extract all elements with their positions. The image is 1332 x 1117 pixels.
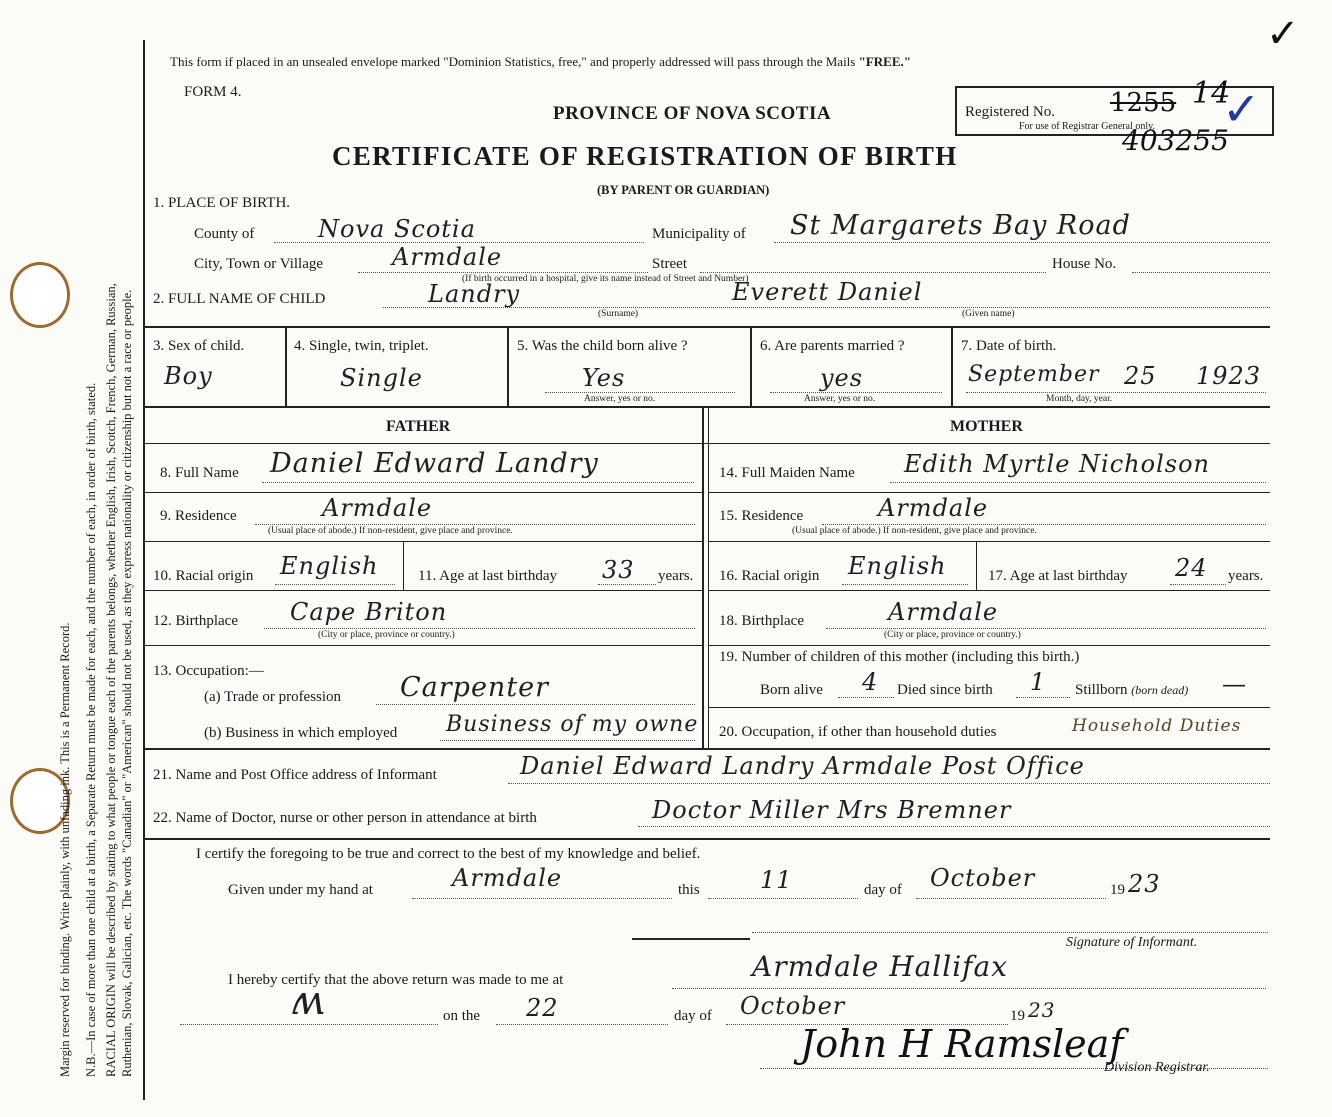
father-years: years. xyxy=(658,568,694,584)
house-number-label: House No. xyxy=(1052,256,1117,272)
registration-number: 403255 xyxy=(1122,124,1229,157)
county-value: Nova Scotia xyxy=(318,215,476,243)
mail-note-text: This form if placed in an unsealed envelope marked "Dominion Statistics, free," and properly addressed will pass through the Mails xyxy=(170,54,859,69)
mother-occupation: Household Duties xyxy=(1072,716,1242,736)
informant-value: Daniel Edward Landry Armdale Post Office xyxy=(520,752,1085,780)
mother-residence-label: 15. Residence xyxy=(719,508,804,524)
registration-day: 22 xyxy=(526,994,559,1022)
father-heading: FATHER xyxy=(386,418,451,435)
given-day: 11 xyxy=(760,866,793,894)
given-place: Armdale xyxy=(452,864,563,892)
stillborn-note: (born dead) xyxy=(1131,683,1189,697)
children-count-label: 19. Number of children of this mother (including this birth.) xyxy=(719,649,1080,665)
born-alive-count: 4 xyxy=(862,668,879,696)
dob-year: 1923 xyxy=(1196,362,1262,390)
mother-abode-note: (Usual place of abode.) If non-resident, give place and province. xyxy=(792,526,1037,536)
father-occupation-label: 13. Occupation:— xyxy=(153,663,264,679)
given-name-note: (Given name) xyxy=(962,309,1015,319)
father-birthplace-label: 12. Birthplace xyxy=(153,613,238,629)
married-note: Answer, yes or no. xyxy=(804,394,876,404)
born-alive-count-label: Born alive xyxy=(760,682,823,698)
doctor-label: 22. Name of Doctor, nurse or other person in attendance at birth xyxy=(153,810,537,826)
business-value: Business of my owne xyxy=(446,712,699,737)
registration-month: October xyxy=(740,992,846,1020)
day-of-label: day of xyxy=(864,882,902,898)
stillborn-label-text: Stillborn xyxy=(1075,682,1128,698)
certify-text: I certify the foregoing to be true and correct to the best of my knowledge and belief. xyxy=(196,846,701,862)
mother-name-label: 14. Full Maiden Name xyxy=(719,465,855,481)
form-left-border xyxy=(143,40,145,1100)
city-label: City, Town or Village xyxy=(194,256,324,272)
mother-years: years. xyxy=(1228,568,1264,584)
province-title: PROVINCE OF NOVA SCOTIA xyxy=(553,103,832,124)
form-number: FORM 4. xyxy=(184,84,242,100)
father-name: Daniel Edward Landry xyxy=(270,448,599,479)
died-since-birth-count: 1 xyxy=(1030,668,1047,696)
father-name-label: 8. Full Name xyxy=(160,465,239,481)
margin-nb-note: N.B.—In case of more than one child at a birth, a Separate Return must be made for each, and the number of each, in order of birth, stated. xyxy=(84,382,98,1077)
mother-occupation-label: 20. Occupation, if other than household duties xyxy=(719,724,997,740)
born-alive-label: 5. Was the child born alive ? xyxy=(517,338,688,354)
given-year-prefix: 19 xyxy=(1110,882,1125,898)
margin-racial-note-1: RACIAL ORIGIN will be described by stating to what people or tongue each of the parents belongs, whether English, Irish, Scotch, French, German, Russian, xyxy=(104,283,118,1077)
certificate-title: CERTIFICATE OF REGISTRATION OF BIRTH xyxy=(332,141,958,171)
municipality-value: St Margarets Bay Road xyxy=(790,210,1131,241)
father-residence: Armdale xyxy=(322,494,433,522)
mother-city-note: (City or place, province or country.) xyxy=(884,630,1021,640)
margin-binding-note: Margin reserved for binding. Write plainly, with unfading ink. This is a Permanent Record. xyxy=(58,622,72,1077)
dob-label: 7. Date of birth. xyxy=(961,338,1057,354)
mother-residence: Armdale xyxy=(878,494,989,522)
father-racial-label: 10. Racial origin xyxy=(153,568,254,584)
mail-note-free: "FREE." xyxy=(858,54,911,69)
mother-age: 24 xyxy=(1175,554,1208,582)
registration-year: 23 xyxy=(1028,998,1056,1022)
dob-day: 25 xyxy=(1124,362,1157,390)
check-mark: ✓ xyxy=(1222,84,1261,135)
this-label: this xyxy=(678,882,700,898)
business-label: (b) Business in which employed xyxy=(204,725,398,741)
mother-racial: English xyxy=(848,552,947,580)
given-month: October xyxy=(930,864,1036,892)
father-age: 33 xyxy=(602,556,635,584)
child-name-label: 2. FULL NAME OF CHILD xyxy=(153,291,326,307)
registered-label: Registered No. xyxy=(965,104,1055,120)
place-of-birth-label: 1. PLACE OF BIRTH. xyxy=(153,195,291,211)
sex-value: Boy xyxy=(164,362,213,390)
registrar-note: For use of Registrar General only. xyxy=(1019,121,1155,132)
father-residence-label: 9. Residence xyxy=(160,508,237,524)
initials-mark: ʍ xyxy=(290,978,326,1024)
corner-check-mark: ✓ xyxy=(1266,11,1300,56)
married-value: yes xyxy=(820,364,864,392)
born-alive-value: Yes xyxy=(582,364,626,392)
stillborn-label xyxy=(1075,682,1188,699)
hereby-certify-text: I hereby certify that the above return was made to me at xyxy=(228,972,564,988)
given-under-label: Given under my hand at xyxy=(228,882,373,898)
father-racial: English xyxy=(280,552,379,580)
mother-age-label: 17. Age at last birthday xyxy=(988,568,1128,584)
father-birthplace: Cape Briton xyxy=(290,598,448,626)
father-city-note: (City or place, province or country.) xyxy=(318,630,455,640)
dob-month: September xyxy=(968,362,1100,387)
child-surname: Landry xyxy=(428,280,521,308)
trade-label: (a) Trade or profession xyxy=(204,689,342,705)
mother-name: Edith Myrtle Nicholson xyxy=(904,450,1210,478)
given-year: 23 xyxy=(1128,870,1161,898)
informant-signature-label: Signature of Informant. xyxy=(1066,935,1198,950)
dob-note: Month, day, year. xyxy=(1046,394,1113,404)
married-label: 6. Are parents married ? xyxy=(760,338,905,354)
reg-year-prefix: 19 xyxy=(1010,1008,1025,1024)
stillborn-count: — xyxy=(1222,670,1247,698)
father-age-label: 11. Age at last birthday xyxy=(418,568,557,584)
binding-hole-top xyxy=(10,262,70,328)
registered-suffix: 14 xyxy=(1192,76,1231,111)
mail-note xyxy=(170,54,911,70)
mother-racial-label: 16. Racial origin xyxy=(719,568,820,584)
city-value: Armdale xyxy=(392,243,503,271)
father-abode-note: (Usual place of abode.) If non-resident, give place and province. xyxy=(268,526,513,536)
county-label: County of xyxy=(194,226,255,242)
plurality-label: 4. Single, twin, triplet. xyxy=(294,338,429,354)
sex-label: 3. Sex of child. xyxy=(153,338,245,354)
on-the-label: on the xyxy=(443,1008,481,1024)
division-registrar-label: Division Registrar. xyxy=(1104,1060,1210,1075)
informant-label: 21. Name and Post Office address of Informant xyxy=(153,767,437,783)
registration-place: Armdale Hallifax xyxy=(752,950,1009,983)
registered-value: 1255 xyxy=(1110,88,1177,118)
mother-birthplace: Armdale xyxy=(888,598,999,626)
municipality-label: Municipality of xyxy=(652,226,746,242)
died-since-birth-label: Died since birth xyxy=(897,682,993,698)
doctor-value: Doctor Miller Mrs Bremner xyxy=(652,796,1012,824)
mother-heading: MOTHER xyxy=(950,418,1023,435)
mother-birthplace-label: 18. Birthplace xyxy=(719,613,804,629)
certificate-subtitle: (BY PARENT OR GUARDIAN) xyxy=(597,183,770,197)
child-given-name: Everett Daniel xyxy=(732,278,923,306)
hospital-note: (If birth occurred in a hospital, give its name instead of Street and Number) xyxy=(462,274,749,284)
surname-note: (Surname) xyxy=(598,309,639,319)
street-label: Street xyxy=(652,256,687,272)
trade-value: Carpenter xyxy=(400,672,550,703)
margin-racial-note-2: Ruthenian, Slovak, Galician, etc. The words "Canadian" or "American" should not be used, as they express nationality or citizenship but not a race or people. xyxy=(120,289,134,1077)
registrar-signature: John H Ramsleaf xyxy=(800,1022,1124,1066)
reg-day-of-label: day of xyxy=(674,1008,712,1024)
plurality-value: Single xyxy=(340,364,423,392)
born-alive-note: Answer, yes or no. xyxy=(584,394,656,404)
